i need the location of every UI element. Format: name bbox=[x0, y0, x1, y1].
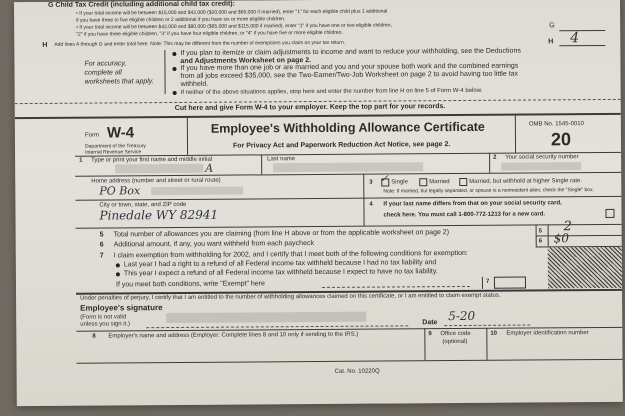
signature-note-1: (Form is not valid bbox=[80, 314, 127, 321]
g-entry-line bbox=[559, 30, 605, 31]
line6-box-label: 6 bbox=[538, 238, 543, 245]
redacted-address bbox=[151, 187, 243, 196]
g-line-3: • If your total income will be between $42,000 and $80,000 ($65,000 and $115,000 if married), enter "1" if you have one or two eligible children, bbox=[76, 22, 392, 31]
bullet-2-c: withheld. bbox=[180, 80, 209, 88]
form-title: Employee's Withholding Allowance Certificate bbox=[210, 119, 485, 136]
dept-line-2: Internal Revenue Service bbox=[85, 149, 142, 156]
line10-text: Employer identification number bbox=[506, 330, 589, 337]
line3-note: Note: If married, but legally separated, or spouse is a nonresident alien, check the "Single" box. bbox=[383, 187, 594, 195]
single-label: Single bbox=[391, 179, 408, 186]
signature-note-2: unless you sign it.) bbox=[80, 321, 130, 328]
h-label: H bbox=[548, 38, 554, 46]
city-label: City or town, state, and ZIP code bbox=[99, 201, 187, 209]
line5-box-rule bbox=[536, 235, 622, 237]
line9-label-b: (optional) bbox=[442, 338, 468, 346]
line9-divider bbox=[424, 328, 425, 360]
married-checkbox[interactable] bbox=[419, 178, 427, 186]
bullet-3 bbox=[173, 91, 177, 95]
line1-number: 1 bbox=[79, 157, 83, 164]
g-line-2: if you have three to five eligible children or 2 additional if you have six or more eligible children. bbox=[76, 16, 286, 24]
date-value[interactable]: 5-20 bbox=[448, 308, 476, 324]
line5-value[interactable]: 2 bbox=[563, 219, 572, 235]
line1-label: Type or print your first name and middle initial bbox=[91, 156, 213, 164]
city-value[interactable]: Pinedale WY 82941 bbox=[99, 207, 219, 223]
privacy-notice: For Privacy Act and Paperwork Reduction Act Notice, see page 2. bbox=[232, 141, 451, 150]
line3-divider bbox=[363, 174, 364, 226]
line4-number: 4 bbox=[369, 201, 373, 208]
h-value: 4 bbox=[570, 30, 580, 47]
form-bottom-rule bbox=[77, 359, 623, 364]
bullet-2 bbox=[172, 67, 176, 71]
ssn-label: Your social security number bbox=[505, 154, 579, 161]
redacted-first-name bbox=[115, 164, 203, 174]
form-top-rule bbox=[15, 113, 621, 119]
w4-paper bbox=[14, 0, 623, 406]
form-number: W-4 bbox=[106, 124, 135, 142]
dept-line-1: Department of the Treasury bbox=[84, 143, 146, 150]
line7-condition-1: Last year I had a right to a refund of all Federal income tax withheld because I had no tax liability and bbox=[123, 259, 437, 269]
h-entry-line bbox=[559, 45, 605, 46]
line5-number: 5 bbox=[99, 231, 104, 239]
signature-label: Employee's signature bbox=[80, 303, 163, 313]
line5-box-label: 5 bbox=[538, 228, 542, 235]
bullet-1-b: and Adjustments Worksheet on page 2. bbox=[180, 57, 312, 65]
line5-text: Total number of allowances you are claiming (from line H above or from the applicable worksheet on page 2) bbox=[113, 229, 450, 239]
shaded-area bbox=[548, 247, 622, 289]
form-label: Form bbox=[84, 132, 99, 139]
exempt-entry-box[interactable] bbox=[494, 277, 526, 289]
single-checkmark: ✓ bbox=[380, 173, 389, 185]
date-label: Date bbox=[422, 319, 438, 327]
cut-instruction: Cut here and give Form W-4 to your employer. Keep the top part for your records. bbox=[174, 103, 446, 112]
redacted-ssn bbox=[501, 162, 581, 171]
header-divider-left bbox=[187, 117, 188, 155]
redacted-last-name bbox=[273, 162, 423, 172]
g-letter: G bbox=[549, 22, 555, 30]
line7-text: I claim exemption from withholding for 2002, and I certify that I meet both of the following conditions for exemption: bbox=[113, 249, 468, 260]
line10-divider bbox=[486, 328, 487, 360]
line8-text: Employer's name and address (Employer: Complete lines 8 and 10 only if sending to the IRS.) bbox=[108, 331, 359, 340]
bullet-1-a: If you plan to itemize or claim adjustments to income and want to reduce your withholding, see the Deductions bbox=[180, 47, 521, 57]
perjury-statement: Under penalties of perjury, I certify that I am entitled to the number of withholding allowances claimed on this certificate, or I am entitled to claim exempt status. bbox=[80, 292, 501, 302]
line7-bullet-2 bbox=[116, 272, 120, 276]
omb-number: OMB No. 1545-0010 bbox=[528, 121, 584, 128]
name-differs-checkbox[interactable] bbox=[605, 209, 614, 218]
line9-label-a: Office code bbox=[440, 330, 471, 338]
line7-bullet-1 bbox=[116, 263, 120, 267]
line6-text: Additional amount, if any, you want withheld from each paycheck bbox=[113, 240, 314, 249]
h-letter: H bbox=[42, 41, 48, 49]
accuracy-brace bbox=[164, 50, 165, 94]
line7-box-label: 7 bbox=[485, 278, 490, 285]
g-line-4: "2" if you have three eligible children, "3" if you have four eligible children, or "4" if you have five or more eligible children. bbox=[76, 29, 343, 38]
line4-text-a: If your last name differs from that on your social security card, bbox=[383, 200, 562, 208]
line10-number: 10 bbox=[490, 330, 498, 337]
married-higher-label: Married, but withhold at higher Single rate. bbox=[469, 178, 583, 185]
header-divider-right bbox=[515, 115, 516, 153]
line2-divider bbox=[489, 153, 490, 173]
line7-leader bbox=[322, 286, 470, 288]
bullet-3-text: If neither of the above situations applies, stop here and enter the number from line H on line 5 of Form W-4 below. bbox=[180, 87, 483, 96]
home-address-label: Home address (number and street or rural route) bbox=[91, 177, 221, 185]
bullet-1 bbox=[172, 52, 176, 56]
married-higher-checkbox[interactable] bbox=[459, 178, 467, 186]
line6-number: 6 bbox=[99, 241, 104, 249]
date-line[interactable] bbox=[444, 325, 530, 327]
line7-condition-2: This year I expect a refund of all Federal income tax withheld because I expect to have no tax liability. bbox=[123, 268, 438, 278]
first-name-value[interactable]: A bbox=[205, 161, 214, 175]
line7-number: 7 bbox=[99, 252, 104, 260]
form-year: 20 bbox=[550, 129, 572, 150]
line3-number: 3 bbox=[369, 179, 373, 186]
accuracy-note: For accuracy, complete all worksheets that apply. bbox=[84, 60, 154, 86]
line4-text-b: check here. You must call 1-800-772-1213 for a new card. bbox=[383, 211, 546, 219]
catalog-number: Cat. No. 10220Q bbox=[334, 368, 380, 375]
line2-number: 2 bbox=[493, 154, 497, 161]
line9-number: 9 bbox=[428, 331, 432, 338]
last-name-label: Last name bbox=[267, 156, 296, 163]
line7-box-left bbox=[482, 277, 483, 289]
line1-divider bbox=[261, 154, 262, 174]
home-address-value[interactable]: PO Box bbox=[99, 184, 141, 198]
h-line: Add lines A through G and enter total here. Note: This may be different from the number of exemptions you claim on your tax return. bbox=[54, 39, 346, 48]
bullet-2-a: If you have more than one job or are married and you and your spouse both work and the combined earnings bbox=[180, 62, 519, 72]
bullet-2-b: from all jobs exceed $35,000, see the Two-Earner/Two-Job Worksheet on page 2 to avoid having too little tax bbox=[180, 70, 519, 80]
redacted-signature bbox=[166, 312, 366, 323]
line7-exempt-text: If you meet both conditions, write "Exempt" here bbox=[115, 280, 265, 289]
line8-number: 8 bbox=[92, 333, 96, 340]
married-label: Married bbox=[429, 179, 450, 186]
g-header: G Child Tax Credit (including additional child tax credit): bbox=[48, 0, 235, 9]
line6-value[interactable]: $0 bbox=[553, 231, 569, 246]
g-line-1: • If your total income will be between $15,000 and $42,000 ($20,000 and $65,000 if married), enter "1" for each eligible child plus 1 additional bbox=[76, 8, 388, 17]
